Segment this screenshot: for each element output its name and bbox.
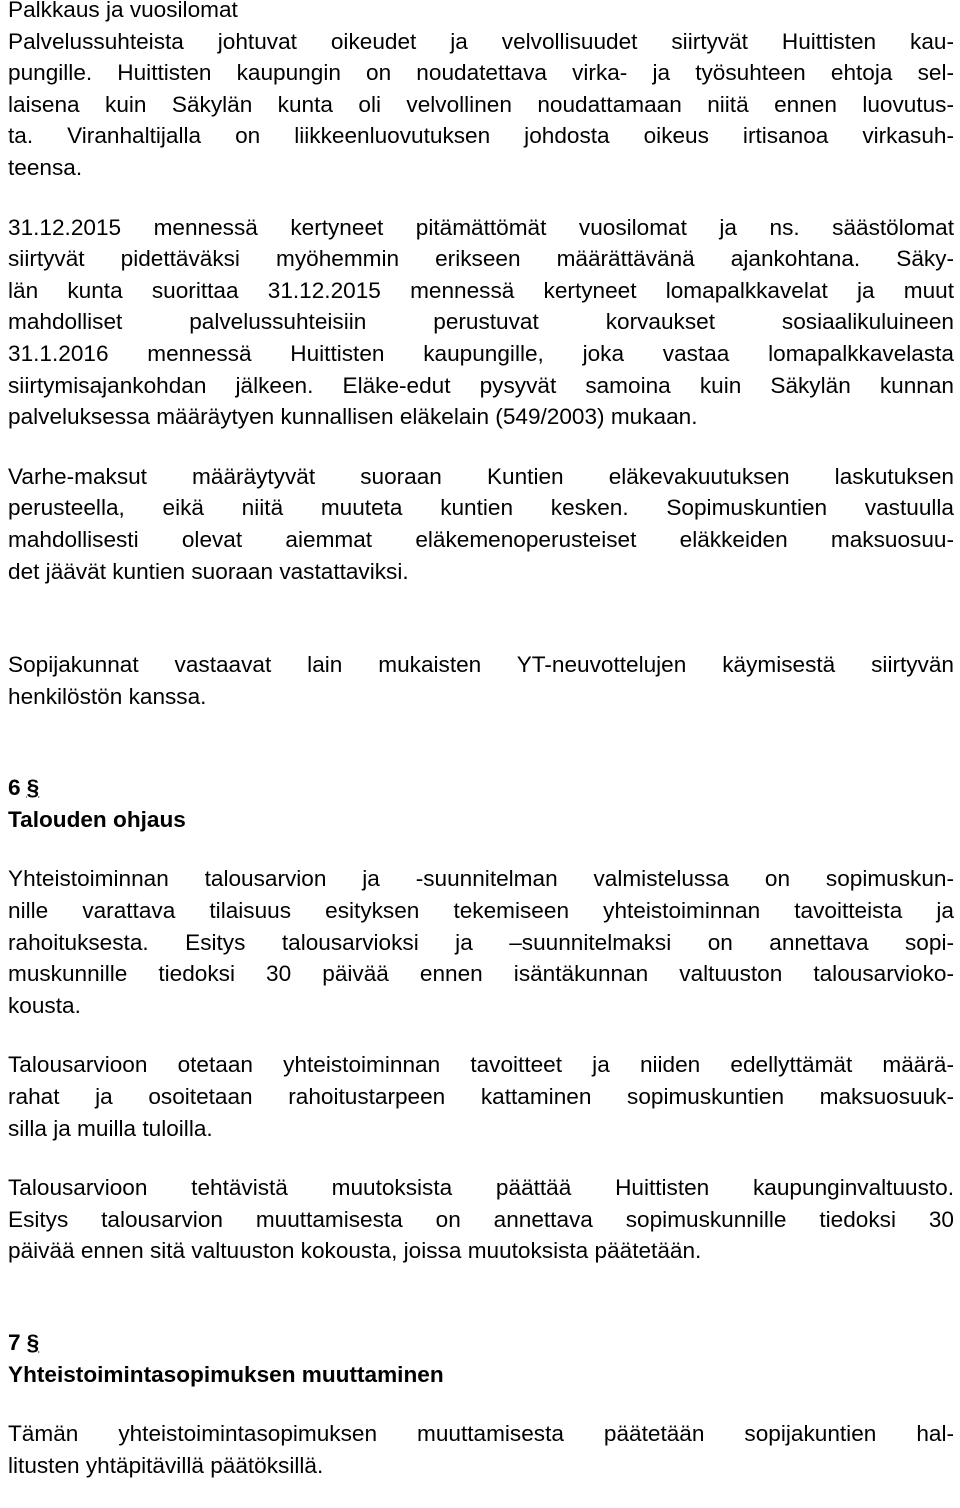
paragraph-gap: [8, 433, 954, 461]
text-line: ta. Viranhaltijalla on liikkeenluovutuksen johdosta oikeus irtisanoa virkasuh-: [8, 123, 954, 149]
section-number: 6: [8, 775, 21, 801]
text-line: palveluksessa määräytyen kunnallisen eläkelain (549/2003) mukaan.: [8, 404, 698, 430]
text-line: rahoituksesta. Esitys talousarvioksi ja –suunnitelmaksi on annettava sopi-: [8, 929, 954, 955]
paragraph-tavoitteet: [8, 1049, 954, 1144]
text-line: län kunta suorittaa 31.12.2015 mennessä kertyneet lomapalkkavelat ja muut: [8, 277, 954, 303]
section-mark: §: [26, 775, 40, 801]
section-7: [8, 1327, 954, 1481]
text-line: nille varattava tilaisuus esityksen tekemiseen yhteistoiminnan tavoitteista ja: [8, 898, 954, 924]
text-line: Talousarvioon tehtävistä muutoksista päättää Huittisten kaupunginvaltuusto.: [8, 1175, 954, 1201]
text-line: kousta.: [8, 992, 81, 1018]
section-mark: §: [26, 1330, 40, 1355]
section-title: Yhteistoimintasopimuksen muuttaminen: [8, 1361, 444, 1387]
paragraph-gap: [8, 1390, 954, 1418]
text-line: Talousarvioon otetaan yhteistoiminnan tavoitteet ja niiden edellyttämät määrä-: [8, 1052, 954, 1078]
paragraph-varhe-maksut: [8, 461, 954, 587]
text-line: henkilöstön kanssa.: [8, 683, 207, 709]
paragraph-gap: [8, 1021, 954, 1049]
text-line: Yhteistoiminnan talousarvion ja -suunnitelman valmistelussa on sopimuskun-: [8, 866, 954, 892]
text-line: Varhe-maksut määräytyvät suoraan Kuntien eläkevakuutuksen laskutuksen: [8, 463, 954, 489]
text-line: Tämän yhteistoimintasopimuksen muuttamisesta päätetään sopijakuntien hal-: [8, 1421, 954, 1447]
text-line: rahat ja osoitetaan rahoitustarpeen kattaminen sopimuskuntien maksuosuuk-: [8, 1084, 954, 1110]
paragraph-gap: [8, 1144, 954, 1172]
text-line: pungille. Huittisten kaupungin on noudatettava virka- ja työsuhteen ehtoja sel-: [8, 60, 954, 86]
paragraph-gap: [8, 587, 954, 649]
text-line: perusteella, eikä niitä muuteta kuntien kesken. Sopimuskuntien vastuulla: [8, 495, 954, 521]
paragraph-gap: [8, 712, 954, 772]
text-line: litusten yhtäpitävillä päätöksillä.: [8, 1452, 324, 1478]
text-line: Palvelussuhteista johtuvat oikeudet ja velvollisuudet siirtyvät Huittisten kau-: [8, 28, 954, 54]
paragraph-gap: [8, 184, 954, 212]
text-line: teensa.: [8, 154, 83, 180]
text-line: päivää ennen sitä valtuuston kokousta, joissa muutoksista päätetään.: [8, 1238, 702, 1264]
paragraph-muutokset: [8, 1172, 954, 1267]
text-line: 31.1.2016 mennessä Huittisten kaupungille, joka vastaa lomapalkkavelasta: [8, 340, 954, 366]
paragraph-vuosilomat: [8, 212, 954, 433]
paragraph-gap: [8, 835, 954, 863]
text-line: mahdollisesti olevat aiemmat eläkemenoperusteiset eläkkeiden maksuosuu-: [8, 526, 954, 552]
paragraph-gap: [8, 1267, 954, 1327]
paragraph-palvelussuhteet: [8, 26, 954, 184]
section-heading-palkkaus: Palkkaus ja vuosilomat: [8, 0, 238, 22]
text-line: 31.12.2015 mennessä kertyneet pitämättömät vuosilomat ja ns. säästölomat: [8, 214, 954, 240]
section-number: 7: [8, 1330, 21, 1355]
text-line: det jäävät kuntien suoraan vastattaviksi.: [8, 558, 409, 584]
paragraph-yt-neuvottelut: [8, 649, 954, 712]
section-number-line: [8, 772, 954, 804]
text-line: siirtyvät pidettäväksi myöhemmin erikseen määrättävänä ajankohtana. Säky-: [8, 246, 954, 272]
text-line: muskunnille tiedoksi 30 päivää ennen isäntäkunnan valtuuston talousarvioko-: [8, 961, 954, 987]
section-title: Talouden ohjaus: [8, 806, 186, 832]
text-line: laisena kuin Säkylän kunta oli velvollinen noudattamaan niitä ennen luovutus-: [8, 91, 954, 117]
text-line: siirtymisajankohdan jälkeen. Eläke-edut pysyvät samoina kuin Säkylän kunnan: [8, 372, 954, 398]
text-line: mahdolliset palvelussuhteisiin perustuvat korvaukset sosiaalikuluineen: [8, 309, 954, 335]
text-line: Sopijakunnat vastaavat lain mukaisten YT-neuvottelujen käymisestä siirtyvän: [8, 652, 954, 678]
document-page: [8, 0, 954, 1481]
paragraph-talousarvio-valmistelu: [8, 863, 954, 1021]
text-line: Esitys talousarvion muuttamisesta on annettava sopimuskunnille tiedoksi 30: [8, 1206, 954, 1232]
section-number-line: [8, 1327, 954, 1359]
paragraph-sopimuksen-muuttaminen: [8, 1418, 954, 1481]
text-line: silla ja muilla tuloilla.: [8, 1115, 213, 1141]
section-6: [8, 772, 954, 1267]
